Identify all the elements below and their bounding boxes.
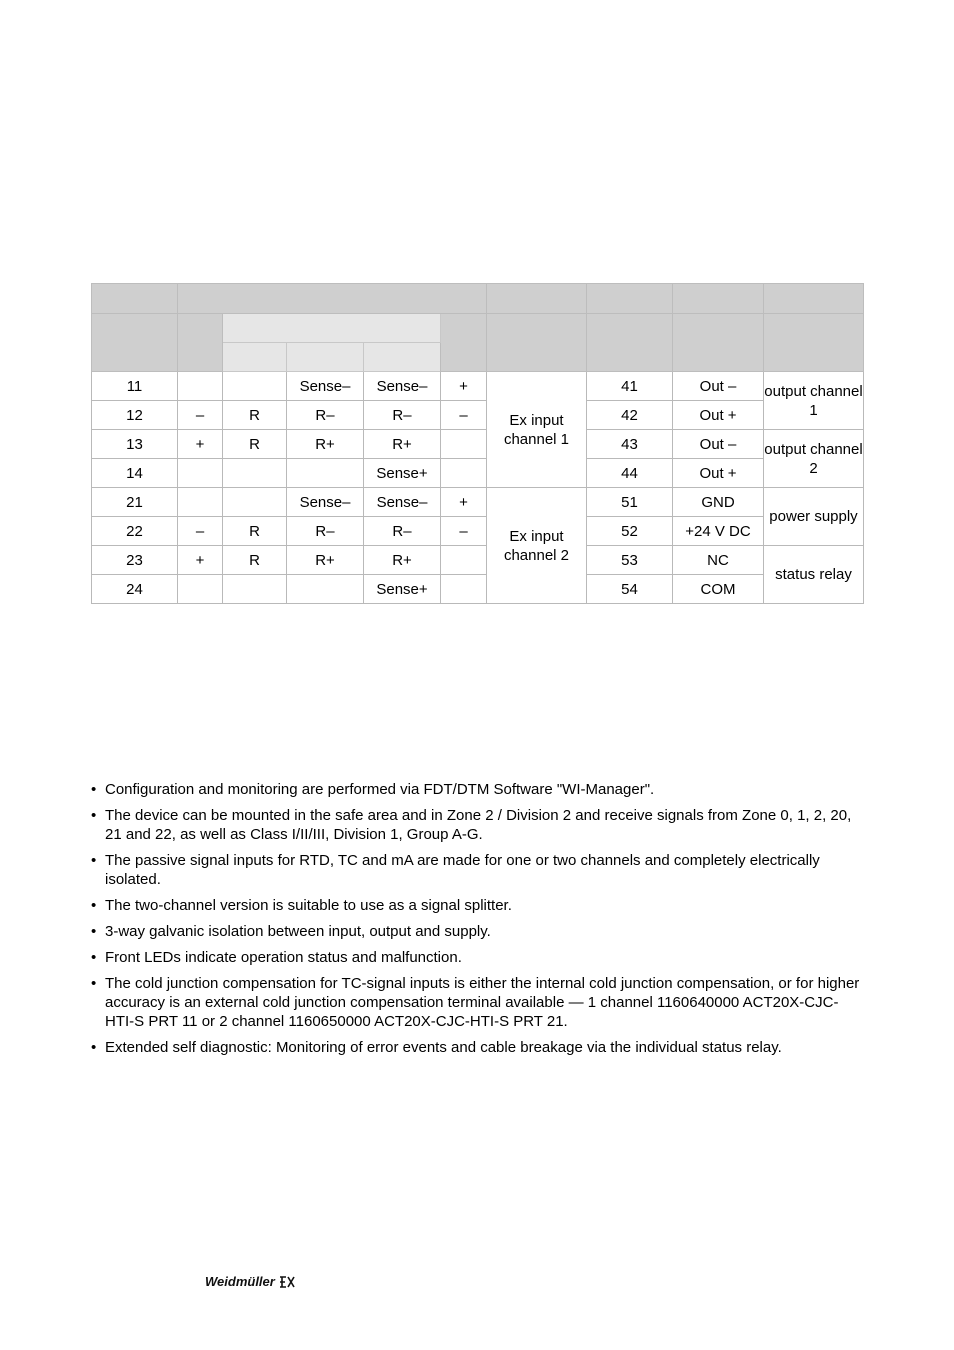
header-cell xyxy=(764,284,864,314)
output-group-label: output channel 1 xyxy=(764,372,864,430)
terminal-number: 22 xyxy=(92,517,178,546)
rtd-4wire-cell: Sense+ xyxy=(364,459,441,488)
bullet-icon: • xyxy=(91,807,97,824)
rtd-2wire-cell: R xyxy=(223,401,287,430)
bullet-icon: • xyxy=(91,781,97,798)
output-signal: GND xyxy=(673,488,764,517)
tc-cell: – xyxy=(441,401,487,430)
list-item xyxy=(91,896,867,915)
terminal-number: 11 xyxy=(92,372,178,401)
ma-cell: – xyxy=(178,401,223,430)
rtd-3wire-cell: R– xyxy=(287,517,364,546)
tc-cell xyxy=(441,459,487,488)
input-group-label: Ex input channel 1 xyxy=(487,372,587,488)
header-cell xyxy=(673,284,764,314)
output-terminal-number: 41 xyxy=(587,372,673,401)
feature-text: The cold junction compensation for TC-signal inputs is either the internal cold junction compensation, or for higher accuracy is an external cold junction compensation terminal available — 1 channel 1160640000 ACT20X-CJC-HTI-S PRT 11 or 2 channel 1160650000 ACT20X-CJC-HTI-S PRT 21. xyxy=(105,975,860,1030)
rtd-3wire-cell: R– xyxy=(287,401,364,430)
rtd-3wire-cell: Sense– xyxy=(287,488,364,517)
rtd-3wire-cell xyxy=(287,575,364,604)
rtd-2wire-cell: R xyxy=(223,430,287,459)
table-header-row-1 xyxy=(92,284,864,314)
tc-cell: + xyxy=(441,488,487,517)
rtd-4wire-cell: Sense– xyxy=(364,488,441,517)
header-cell xyxy=(178,284,487,314)
feature-text: Front LEDs indicate operation status and malfunction. xyxy=(105,949,462,966)
ma-cell xyxy=(178,575,223,604)
rtd-2wire-cell xyxy=(223,488,287,517)
terminal-number: 12 xyxy=(92,401,178,430)
bullet-icon: • xyxy=(91,949,97,966)
feature-text: The device can be mounted in the safe area and in Zone 2 / Division 2 and receive signals from Zone 0, 1, 2, 20, 21 and 22, as well as Class I/II/III, Division 1, Group A-G. xyxy=(105,807,852,843)
output-signal: +24 V DC xyxy=(673,517,764,546)
bullet-icon: • xyxy=(91,975,97,992)
header-cell xyxy=(287,343,364,372)
output-terminal-number: 53 xyxy=(587,546,673,575)
rtd-3wire-cell: R+ xyxy=(287,430,364,459)
company-logo xyxy=(205,1274,295,1289)
rtd-2wire-cell: R xyxy=(223,546,287,575)
header-cell xyxy=(223,343,287,372)
output-terminal-number: 51 xyxy=(587,488,673,517)
rtd-3wire-cell: R+ xyxy=(287,546,364,575)
rtd-4wire-cell: R+ xyxy=(364,430,441,459)
output-signal: Out – xyxy=(673,430,764,459)
rtd-4wire-cell: Sense+ xyxy=(364,575,441,604)
header-cell xyxy=(92,314,178,372)
output-signal: Out + xyxy=(673,459,764,488)
tc-cell xyxy=(441,430,487,459)
output-terminal-number: 54 xyxy=(587,575,673,604)
table-row xyxy=(92,546,864,575)
tc-cell: + xyxy=(441,372,487,401)
output-terminal-number: 43 xyxy=(587,430,673,459)
table-row xyxy=(92,517,864,546)
ma-cell: – xyxy=(178,517,223,546)
rtd-2wire-cell xyxy=(223,459,287,488)
header-cell xyxy=(487,284,587,314)
feature-list xyxy=(91,780,867,1064)
feature-text: The two-channel version is suitable to use as a signal splitter. xyxy=(105,897,512,914)
rtd-3wire-cell xyxy=(287,459,364,488)
header-cell xyxy=(178,314,223,372)
ma-cell xyxy=(178,459,223,488)
signal-label: Out – xyxy=(699,377,737,395)
list-item xyxy=(91,974,867,1031)
terminal-number: 13 xyxy=(92,430,178,459)
rtd-4wire-cell: R– xyxy=(364,401,441,430)
table-row xyxy=(92,459,864,488)
output-signal: NC xyxy=(673,546,764,575)
bullet-icon: • xyxy=(91,923,97,940)
header-cell xyxy=(92,284,178,314)
output-terminal-number: 42 xyxy=(587,401,673,430)
rtd-3wire-cell: Sense– xyxy=(287,372,364,401)
table-row xyxy=(92,488,864,517)
list-item xyxy=(91,1038,867,1057)
feature-text: The passive signal inputs for RTD, TC and mA are made for one or two channels and completely electrically isolated. xyxy=(105,852,820,888)
output-group-label: power supply xyxy=(764,488,864,546)
terminal-number: 14 xyxy=(92,459,178,488)
list-item xyxy=(91,851,867,889)
rtd-2wire-cell xyxy=(223,372,287,401)
tc-cell xyxy=(441,575,487,604)
table-header-row-2 xyxy=(92,314,864,343)
ma-cell: + xyxy=(178,546,223,575)
header-cell xyxy=(441,314,487,372)
terminal-number: 23 xyxy=(92,546,178,575)
table-row xyxy=(92,575,864,604)
list-item xyxy=(91,922,867,941)
rtd-4wire-cell: R– xyxy=(364,517,441,546)
input-group-label: Ex input channel 2 xyxy=(487,488,587,604)
table-row xyxy=(92,372,864,401)
rtd-2wire-cell: R xyxy=(223,517,287,546)
output-signal xyxy=(673,372,764,401)
terminal-number: 21 xyxy=(92,488,178,517)
logo-text: Weidmüller xyxy=(205,1274,275,1289)
feature-text: Extended self diagnostic: Monitoring of error events and cable breakage via the individual status relay. xyxy=(105,1039,782,1056)
feature-text: 3-way galvanic isolation between input, output and supply. xyxy=(105,923,491,940)
header-cell xyxy=(587,284,673,314)
rtd-4wire-cell: R+ xyxy=(364,546,441,575)
list-item xyxy=(91,780,867,799)
header-cell xyxy=(223,314,441,343)
output-group-label: output channel 2 xyxy=(764,430,864,488)
tc-cell xyxy=(441,546,487,575)
header-cell xyxy=(364,343,441,372)
ma-cell xyxy=(178,488,223,517)
output-signal: Out + xyxy=(673,401,764,430)
header-cell xyxy=(587,314,673,372)
header-cell xyxy=(764,314,864,372)
weidmuller-logo-icon xyxy=(279,1275,295,1289)
ma-cell: + xyxy=(178,430,223,459)
output-terminal-number: 44 xyxy=(587,459,673,488)
bullet-icon: • xyxy=(91,852,97,869)
tc-cell: – xyxy=(441,517,487,546)
feature-text: Configuration and monitoring are performed via FDT/DTM Software "WI-Manager". xyxy=(105,781,655,798)
list-item xyxy=(91,948,867,967)
header-cell xyxy=(487,314,587,372)
bullet-icon: • xyxy=(91,897,97,914)
ma-cell xyxy=(178,372,223,401)
rtd-2wire-cell xyxy=(223,575,287,604)
table-row xyxy=(92,401,864,430)
output-group-label: status relay xyxy=(764,546,864,604)
output-signal: COM xyxy=(673,575,764,604)
list-item xyxy=(91,806,867,844)
output-terminal-number: 52 xyxy=(587,517,673,546)
table-row xyxy=(92,430,864,459)
bullet-icon: • xyxy=(91,1039,97,1056)
rtd-4wire-cell: Sense– xyxy=(364,372,441,401)
terminal-assignment-table xyxy=(91,283,864,604)
terminal-number: 24 xyxy=(92,575,178,604)
header-cell xyxy=(673,314,764,372)
